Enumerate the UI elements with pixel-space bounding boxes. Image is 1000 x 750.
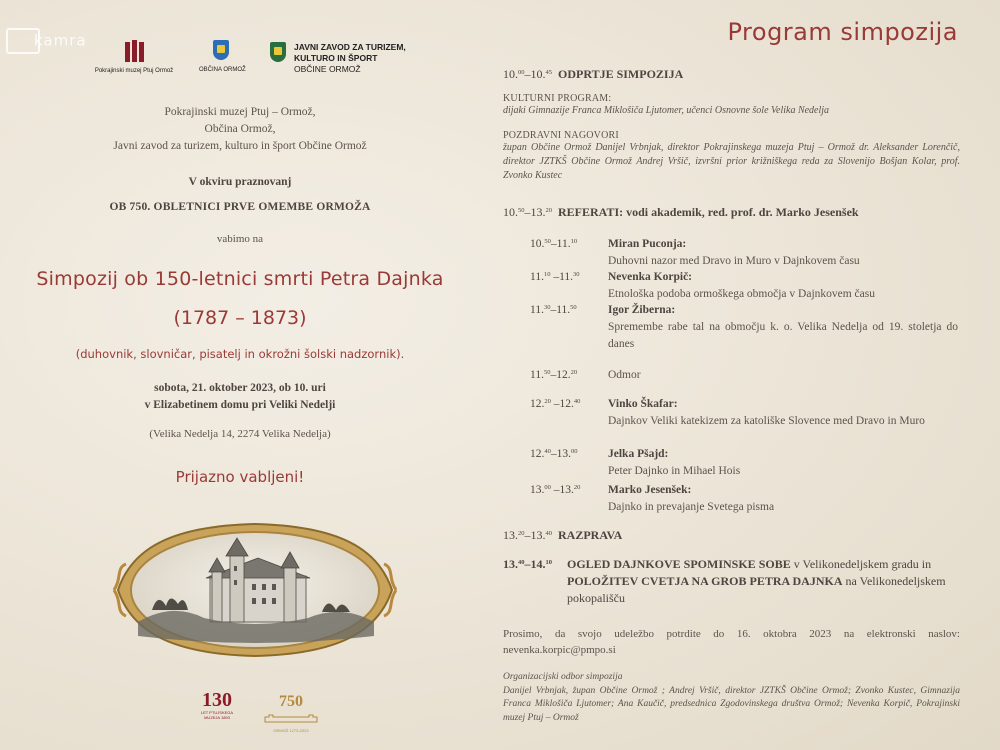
badge-750-number: 750: [279, 693, 303, 710]
program-column: [500, 0, 970, 750]
greetings: [503, 130, 960, 183]
invitation-column: [0, 0, 480, 750]
time-start: 12.: [530, 398, 545, 410]
time-end: –13.: [524, 528, 546, 542]
invite-text: vabimo na: [216, 233, 264, 245]
sponsor-logos: [84, 40, 444, 80]
papers-item: [503, 205, 960, 220]
speaker-name: Nevenka Korpič:: [608, 271, 693, 283]
time-start: 11.: [530, 271, 544, 283]
time-start: 11.: [530, 304, 544, 316]
visit-label-1: OGLED DAJNKOVE SPOMINSKE SOBE: [567, 557, 791, 571]
time-start-min: 00: [518, 69, 525, 76]
talk-time: [530, 236, 600, 253]
time-start-min: 10: [543, 271, 551, 278]
speaker-name: Jelka Pšajd:: [608, 448, 669, 460]
time-end: –13.: [550, 448, 571, 460]
cultural-program: [503, 93, 960, 118]
opening-label: ODPRTJE SIMPOZIJA: [558, 67, 684, 81]
talk-title: Spremembe rabe tal na območju k. o. Velika Nedelja od 19. stoletja do danes: [608, 321, 958, 350]
time-end: –13.: [524, 205, 546, 219]
organizer-line: Občina Ormož,: [204, 123, 276, 135]
anniversary-heading: OB 750. OBLETNICI PRVE OMEMBE ORMOŽA: [109, 201, 371, 213]
speaker-name: Marko Jesenšek:: [608, 484, 692, 496]
time-start: 10.: [503, 67, 518, 81]
cultural-text: dijaki Gimnazije Franca Miklošiča Ljutomer, učenci Osnovne šole Velika Nedelja: [503, 105, 830, 116]
program-title: Program simpozija: [727, 18, 958, 46]
time-start: 13.: [530, 484, 545, 496]
talk-title: Etnološka podoba ormoškega območja v Dajnkovem času: [608, 288, 875, 300]
time-start-min: 40: [544, 448, 551, 455]
visit-label-2: v Velikonedeljskem gradu in: [790, 557, 932, 571]
time-start: 13.: [503, 528, 518, 542]
greetings-heading: POZDRAVNI NAGOVORI: [503, 130, 619, 141]
visit-label-4: na Velikonedeljskem pokopališču: [567, 574, 946, 605]
watermark-text: kamra: [34, 31, 87, 50]
time-start-min: 50: [518, 207, 525, 214]
badge-130-caption: LET PTUJSKEGA MUZEJA 1893: [200, 710, 234, 720]
badge-750-caption: ORMOŽ 1273-2023: [273, 728, 309, 733]
organizer-line: Javni zavod za turizem, kulturo in šport Občine Ormož: [113, 140, 367, 152]
speaker-name: Igor Žiberna:: [608, 304, 676, 316]
intro-text: V okviru praznovanj: [188, 176, 292, 188]
speaker-name: Miran Puconja:: [608, 238, 687, 250]
time-end-min: 20: [573, 484, 581, 491]
kamra-watermark-logo: [6, 28, 87, 54]
time-end-min: 40: [545, 530, 552, 537]
time-end-min: 30: [573, 271, 580, 278]
time-end: –10.: [524, 67, 546, 81]
committee-text: Danijel Vrbnjak, župan Občine Ormož ; Andrej Vršič, direktor JZTKŠ Občine Ormož; Zvonko Kustec, Gimnazija Franca Miklošiča Ljutomer; Ana Kaučič, predsednica Zgodovinskega društva Ormož; Nevenka Korpič, Pokrajinski muzej Ptuj – Ormož: [503, 685, 960, 723]
opening-item: [503, 67, 960, 82]
museum-logo: [84, 40, 184, 74]
tourism-logo-line2: KULTURO IN ŠPORT: [294, 53, 378, 63]
time-end: –11.: [550, 271, 574, 283]
time-start: 10.: [530, 238, 545, 250]
time-end-min: 40: [573, 398, 581, 405]
event-venue: v Elizabetinem domu pri Veliki Nedelji: [144, 399, 336, 411]
museum-mark-icon: [123, 40, 145, 62]
rsvp-text: Prosimo, da svojo udeležbo potrdite do 16. oktobra 2023 na elektronski naslov: nevenka.korpic@pmpo.si: [503, 628, 960, 656]
time-end: –12.: [550, 369, 571, 381]
venue-address: (Velika Nedelja 14, 2274 Velika Nedelja): [149, 428, 331, 440]
time-end-min: 00: [571, 448, 578, 455]
castle-silhouette-icon: [263, 713, 319, 723]
talk-time: [530, 269, 600, 286]
time-end-min: 20: [545, 207, 552, 214]
organizer-line: Pokrajinski muzej Ptuj – Ormož,: [164, 106, 316, 118]
time-end-min: 10: [570, 238, 578, 245]
time-end-min: 45: [545, 69, 552, 76]
committee-heading: Organizacijski odbor simpozija: [503, 672, 623, 682]
discussion-label: RAZPRAVA: [558, 528, 623, 542]
time-end: –11.: [550, 304, 571, 316]
symposium-title: Simpozij ob 150-letnici smrti Petra Dajnka: [36, 268, 444, 290]
event-date: sobota, 21. oktober 2023, ob 10. uri: [154, 382, 326, 394]
time-start: 10.: [503, 205, 518, 219]
organizers: [40, 104, 440, 155]
speaker-name: Vinko Škafar:: [608, 398, 678, 410]
symposium-subtitle: (duhovnik, slovničar, pisatelj in okrožni šolski nadzornik).: [75, 347, 405, 361]
time-end-min: 10: [545, 559, 552, 566]
anniversary-badges: [195, 690, 355, 740]
municipality-crest-icon: [213, 40, 229, 60]
talk-title: Dajnkov Veliki katekizem za katoliške Slovence med Dravo in Muro: [608, 415, 925, 427]
tourism-logo-line3: OBČINE ORMOŽ: [294, 64, 361, 74]
welcome-text: Prijazno vabljeni!: [175, 468, 305, 486]
tourism-crest-icon: [270, 42, 286, 62]
time-start-min: 20: [518, 530, 525, 537]
time-end: –12.: [550, 398, 574, 410]
discussion-item: [503, 528, 960, 543]
time-start-min: 40: [518, 559, 525, 566]
talk-time: [530, 396, 600, 413]
greetings-text: župan Občine Ormož Danijel Vrbnjak, direktor Pokrajinskega muzeja Ptuj – Ormož dr. Aleksander Lorenčič, direktor JZTKŠ Občine Ormož Andrej Vršič, izvršni prior križniškega reda za Slovenijo Bošjan Kolar, prof. Zvonko Kustec: [503, 142, 960, 181]
time-start-min: 50: [544, 238, 551, 245]
time-end-min: 20: [570, 369, 578, 376]
time-start: 11.: [530, 369, 544, 381]
ormoz-750-years-logo: [263, 694, 319, 733]
time-end: –13.: [550, 484, 574, 496]
municipality-logo: [199, 40, 246, 73]
talk-title: Dajnko in prevajanje Svetega pisma: [608, 501, 775, 513]
tourism-logo-line1: JAVNI ZAVOD ZA TURIZEM,: [294, 42, 406, 52]
municipality-logo-name: OBČINA ORMOŽ: [199, 67, 246, 73]
talk-title: Odmor: [608, 369, 641, 381]
museum-logo-name: Pokrajinski muzej Ptuj Ormož: [94, 68, 174, 74]
visit-label-3: POLOŽITEV CVETJA NA GROB PETRA DAJNKA: [567, 574, 843, 588]
talk-title: Duhovni nazor med Dravo in Muro v Dajnkovem času: [608, 255, 860, 267]
time-start-min: 50: [543, 369, 551, 376]
time-start-min: 30: [543, 304, 551, 311]
talk-time: [530, 302, 600, 319]
time-end: –11.: [550, 238, 571, 250]
talk-time: [530, 367, 600, 384]
organizing-committee: [503, 671, 960, 725]
papers-label: REFERATI: vodi akademik, red. prof. dr. Marko Jesenšek: [558, 205, 859, 219]
talk-time: [530, 446, 600, 463]
time-end: –14.: [524, 557, 546, 571]
symposium-years: (1787 – 1873): [173, 307, 307, 329]
time-start: 12.: [530, 448, 545, 460]
time-end-min: 50: [570, 304, 577, 311]
museum-130-years-logo: [195, 690, 239, 720]
badge-130-number: 130: [202, 689, 232, 711]
castle-illustration: [112, 518, 398, 662]
time-start-min: 00: [544, 484, 551, 491]
time-start: 13.: [503, 557, 518, 571]
time-start-min: 20: [544, 398, 551, 405]
talk-title: Peter Dajnko in Mihael Hois: [608, 465, 741, 477]
talk-time: [530, 482, 600, 499]
cultural-heading: KULTURNI PROGRAM:: [503, 93, 612, 104]
